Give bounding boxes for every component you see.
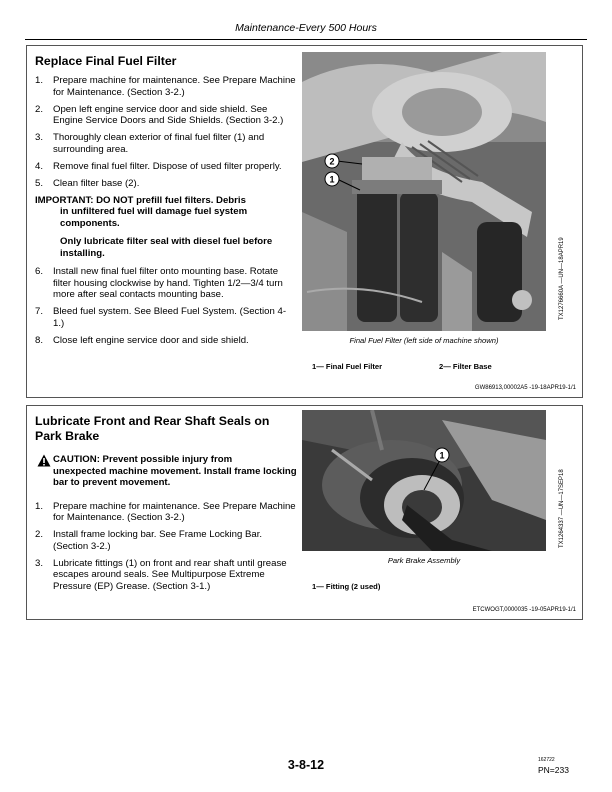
step-item <box>35 161 297 173</box>
step-item <box>35 132 297 155</box>
step-item <box>35 178 297 190</box>
park-brake-illustration <box>302 410 546 551</box>
caution-notice <box>35 454 297 489</box>
step-number: 7. <box>35 306 44 317</box>
pn-number: PN=233 <box>538 765 569 775</box>
header-rule <box>25 39 587 40</box>
figure-id: TX1264337 —UN—17SEP18 <box>559 469 565 548</box>
caution-line: unexpected machine movement. Install frame locking bar to prevent movement. <box>53 465 297 488</box>
callout-1-label: 1 <box>329 174 335 185</box>
step-item <box>35 529 297 552</box>
step-item <box>35 104 297 127</box>
step-text: Close left engine service door and side shield. <box>53 334 249 346</box>
legend-item: 1— Final Fuel Filter <box>312 362 383 371</box>
section-title: Lubricate Front and Rear Shaft Seals on Park Brake <box>35 414 270 443</box>
step-item <box>35 75 297 98</box>
figure-caption: Park Brake Assembly <box>387 556 461 565</box>
step-item <box>35 558 297 593</box>
steps-list <box>35 75 297 189</box>
step-text: Install new final fuel filter onto mounting base. Rotate filter housing clockwise by hand. Tighten 1/2—3/4 turn more after seal contacts mounting base. <box>53 266 283 300</box>
warning-icon <box>37 454 51 467</box>
step-number: 3. <box>35 132 44 143</box>
callout-1-label: 1 <box>439 450 445 461</box>
important-line: IMPORTANT: DO NOT prefill fuel filters. Debris <box>35 194 246 206</box>
reference-code: ETCWOGT,0000035 -19-05APR19-1/1 <box>472 607 576 613</box>
step-number: 2. <box>35 103 44 115</box>
step-text: Prepare machine for maintenance. See Prepare Machine for Maintenance. (Section 3-2.) <box>53 500 296 523</box>
figure-id: TX1276660A —UN—18APR19 <box>559 237 565 320</box>
step-item <box>35 306 297 329</box>
step-text: Open left engine service door and side shield. See Engine Service Doors and Side Shields. (Section 3-2.) <box>53 103 284 126</box>
callout-2-label: 2 <box>329 156 335 167</box>
legend-item: 2— Filter Base <box>439 362 492 371</box>
park-brake-photo <box>302 410 546 551</box>
page-number: 3-8-12 <box>287 758 325 772</box>
legend-item: 1— Fitting (2 used) <box>312 582 381 591</box>
step-number: 8. <box>35 334 44 346</box>
step-text: Clean filter base (2). <box>53 177 140 189</box>
step-text: Prepare machine for maintenance. See Prepare Machine for Maintenance. (Section 3-2.) <box>53 75 296 98</box>
section-title: Replace Final Fuel Filter <box>35 54 177 68</box>
section-replace-final-fuel-filter <box>26 45 583 398</box>
figure-caption: Final Fuel Filter (left side of machine shown) <box>349 336 499 345</box>
step-text: Lubricate fittings (1) on front and rear shaft until grease escapes around seals. See Multipurpose Extreme Pressure (EP) Grease. (Section 3-1.) <box>53 557 287 592</box>
step-text: Install frame locking bar. See Frame Locking Bar. (Section 3-2.) <box>53 529 263 552</box>
steps-list <box>35 501 297 593</box>
step-number: 3. <box>35 557 44 569</box>
step-text: Bleed fuel system. See Bleed Fuel System. (Section 4-1.) <box>53 306 287 329</box>
step-item <box>35 335 297 347</box>
caution-line: CAUTION: Prevent possible injury from <box>53 454 233 465</box>
important-notice <box>35 195 297 260</box>
section-text-column <box>35 54 297 352</box>
footer-code: 162722 <box>538 757 555 763</box>
step-number: 1. <box>35 75 44 86</box>
fuel-filter-illustration <box>302 52 546 331</box>
steps-list <box>35 266 297 346</box>
step-number: 6. <box>35 266 44 277</box>
reference-code: GW86913,00002A5 -19-18APR19-1/1 <box>474 385 576 391</box>
fuel-filter-photo <box>302 52 546 331</box>
section-lubricate-shaft-seals <box>26 405 583 620</box>
step-text: Thoroughly clean exterior of final fuel filter (1) and surrounding area. <box>53 132 265 155</box>
important-line: in unfiltered fuel will damage fuel system components. <box>60 206 248 229</box>
section-text-column <box>35 414 297 598</box>
step-number: 1. <box>35 500 44 512</box>
important-note: Only lubricate filter seal with diesel fuel before installing. <box>60 236 273 259</box>
step-item <box>35 501 297 524</box>
step-number: 5. <box>35 177 44 189</box>
step-text: Remove final fuel filter. Dispose of used filter properly. <box>53 160 282 172</box>
step-item <box>35 266 297 301</box>
step-number: 4. <box>35 160 44 172</box>
step-number: 2. <box>35 529 44 540</box>
running-header: Maintenance-Every 500 Hours <box>235 22 377 34</box>
